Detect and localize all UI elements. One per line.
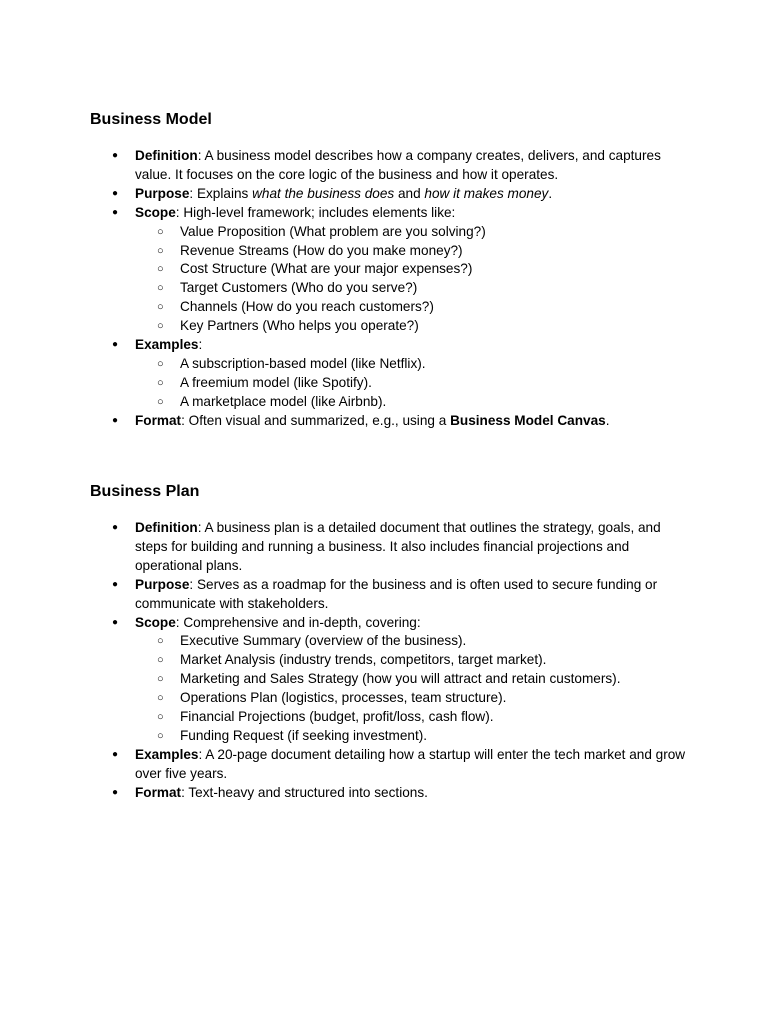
sub-bullet-list bbox=[135, 355, 690, 412]
examples-item: ● Examples: ○ A subscription-based model (like Netflix). ○ A freemium model (like Spotify). ○ A marketplace model (like Airbnb). bbox=[90, 336, 690, 412]
business-plan-section bbox=[90, 482, 690, 803]
list-item: ○ Executive Summary (overview of the business). bbox=[135, 632, 690, 651]
list-item: ○ Marketing and Sales Strategy (how you will attract and retain customers). bbox=[135, 670, 690, 689]
examples-item: ● Examples: A 20-page document detailing how a startup will enter the tech market and grow over five years. bbox=[90, 746, 690, 784]
scope-item: ● Scope: High-level framework; includes elements like: ○ Value Proposition (What problem are you solving?) ○ Revenue Streams (How do you make money?) ○ Cost Structure (What are your major expenses?) ○ Target Customers (Who do you serve?) ○ Channels (How do you reach customers?) ○ Key Partners (Who helps you operate?) bbox=[90, 204, 690, 336]
bullet-list bbox=[90, 147, 690, 431]
list-item: ○ Key Partners (Who helps you operate?) bbox=[135, 317, 690, 336]
list-item: ○ Channels (How do you reach customers?) bbox=[135, 298, 690, 317]
section-title: Business Plan bbox=[90, 483, 200, 500]
list-item: ○ Cost Structure (What are your major expenses?) bbox=[135, 260, 690, 279]
list-item: ○ Value Proposition (What problem are you solving?) bbox=[135, 223, 690, 242]
sub-bullet-list bbox=[135, 632, 690, 745]
list-item: ○ Funding Request (if seeking investment). bbox=[135, 727, 690, 746]
list-item: ○ A marketplace model (like Airbnb). bbox=[135, 393, 690, 412]
scope-item: ● Scope: Comprehensive and in-depth, covering: ○ Executive Summary (overview of the business). ○ Market Analysis (industry trends, competitors, target market). ○ Marketing and Sales Strategy (how you will attract and retain customers). ○ Operations Plan (logistics, processes, team structure). ○ Financial Projections (budget, profit/loss, cash flow). ○ Funding Request (if seeking investment). bbox=[90, 614, 690, 746]
section-title: Business Model bbox=[90, 111, 212, 128]
purpose-item: ● Purpose: Serves as a roadmap for the business and is often used to secure funding or communicate with stakeholders. bbox=[90, 576, 690, 614]
list-item: ○ Market Analysis (industry trends, competitors, target market). bbox=[135, 651, 690, 670]
list-item: ○ Revenue Streams (How do you make money?) bbox=[135, 242, 690, 261]
list-item: ○ A freemium model (like Spotify). bbox=[135, 374, 690, 393]
list-item: ○ Target Customers (Who do you serve?) bbox=[135, 279, 690, 298]
list-item: ○ Operations Plan (logistics, processes, team structure). bbox=[135, 689, 690, 708]
business-model-section bbox=[90, 110, 690, 431]
format-item: ● Format: Often visual and summarized, e.g., using a Business Model Canvas. bbox=[90, 412, 690, 431]
list-item: ○ Financial Projections (budget, profit/loss, cash flow). bbox=[135, 708, 690, 727]
format-item: ● Format: Text-heavy and structured into sections. bbox=[90, 784, 690, 803]
sub-bullet-list bbox=[135, 223, 690, 336]
definition-item: ● Definition: A business model describes how a company creates, delivers, and captures value. It focuses on the core logic of the business and how it operates. bbox=[90, 147, 690, 185]
purpose-item: ● Purpose: Explains what the business does and how it makes money. bbox=[90, 185, 690, 204]
bullet-list bbox=[90, 519, 690, 803]
list-item: ○ A subscription-based model (like Netflix). bbox=[135, 355, 690, 374]
definition-item: ● Definition: A business plan is a detailed document that outlines the strategy, goals, and steps for building and running a business. It also includes financial projections and operational plans. bbox=[90, 519, 690, 576]
